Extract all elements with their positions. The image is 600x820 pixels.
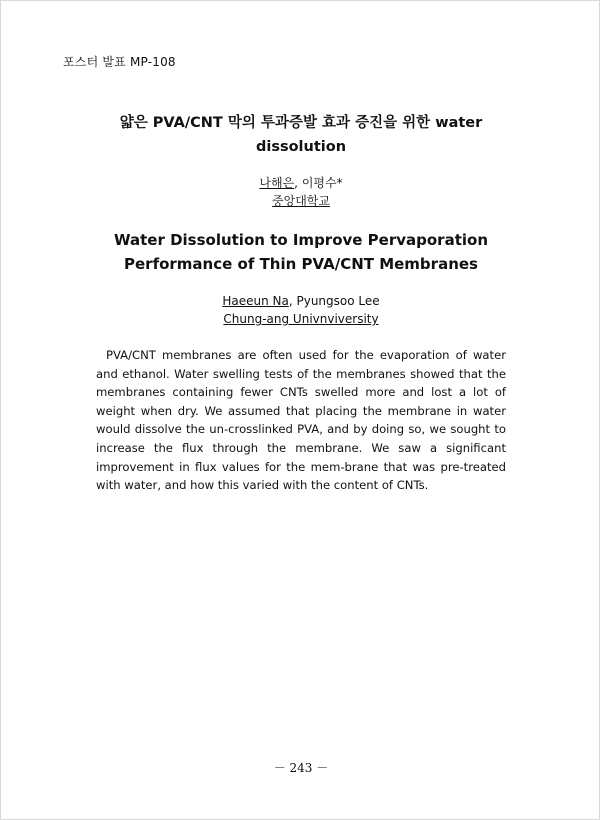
- english-author-second: Pyungsoo Lee: [296, 294, 380, 308]
- english-title: Water Dissolution to Improve Pervaporation Performance of Thin PVA/CNT Membranes: [113, 231, 489, 273]
- author-separator: ,: [288, 294, 297, 308]
- korean-affiliation-name: 중앙대학교: [272, 194, 330, 208]
- korean-authors: [1, 174, 600, 192]
- korean-title: 얇은 PVA/CNT 막의 투과증발 효과 증진을 위한 water dissolution: [119, 115, 483, 155]
- korean-author-corresponding: 이평수*: [301, 176, 343, 190]
- english-author-presenter: Haeeun Na: [222, 294, 289, 308]
- korean-author-presenter: 나해은: [259, 176, 295, 190]
- author-separator: ,: [294, 176, 302, 190]
- english-affiliation-name: Chung-ang Univnviversity: [223, 312, 379, 326]
- page-number: － 243 －: [273, 761, 329, 775]
- english-authors: [1, 292, 600, 310]
- session-code: 포스터 발표 MP-108: [63, 55, 176, 69]
- abstract-paragraph: PVA/CNT membranes are often used for the evaporation of water and ethanol. Water swelling tests of the membranes showed that the membranes containing fewer CNTs swelled more and lost a lot of weight when dry. We assumed that placing the membrane in water would dissolve the un-crosslinked PVA, and by doing so, we sought to increase the flux through the membrane. We saw a significant improvement in flux values for the mem-brane that was pre-treated with water, and how this varied with the content of CNTs.: [96, 348, 506, 493]
- korean-affiliation: [1, 192, 600, 210]
- english-affiliation: [1, 310, 600, 328]
